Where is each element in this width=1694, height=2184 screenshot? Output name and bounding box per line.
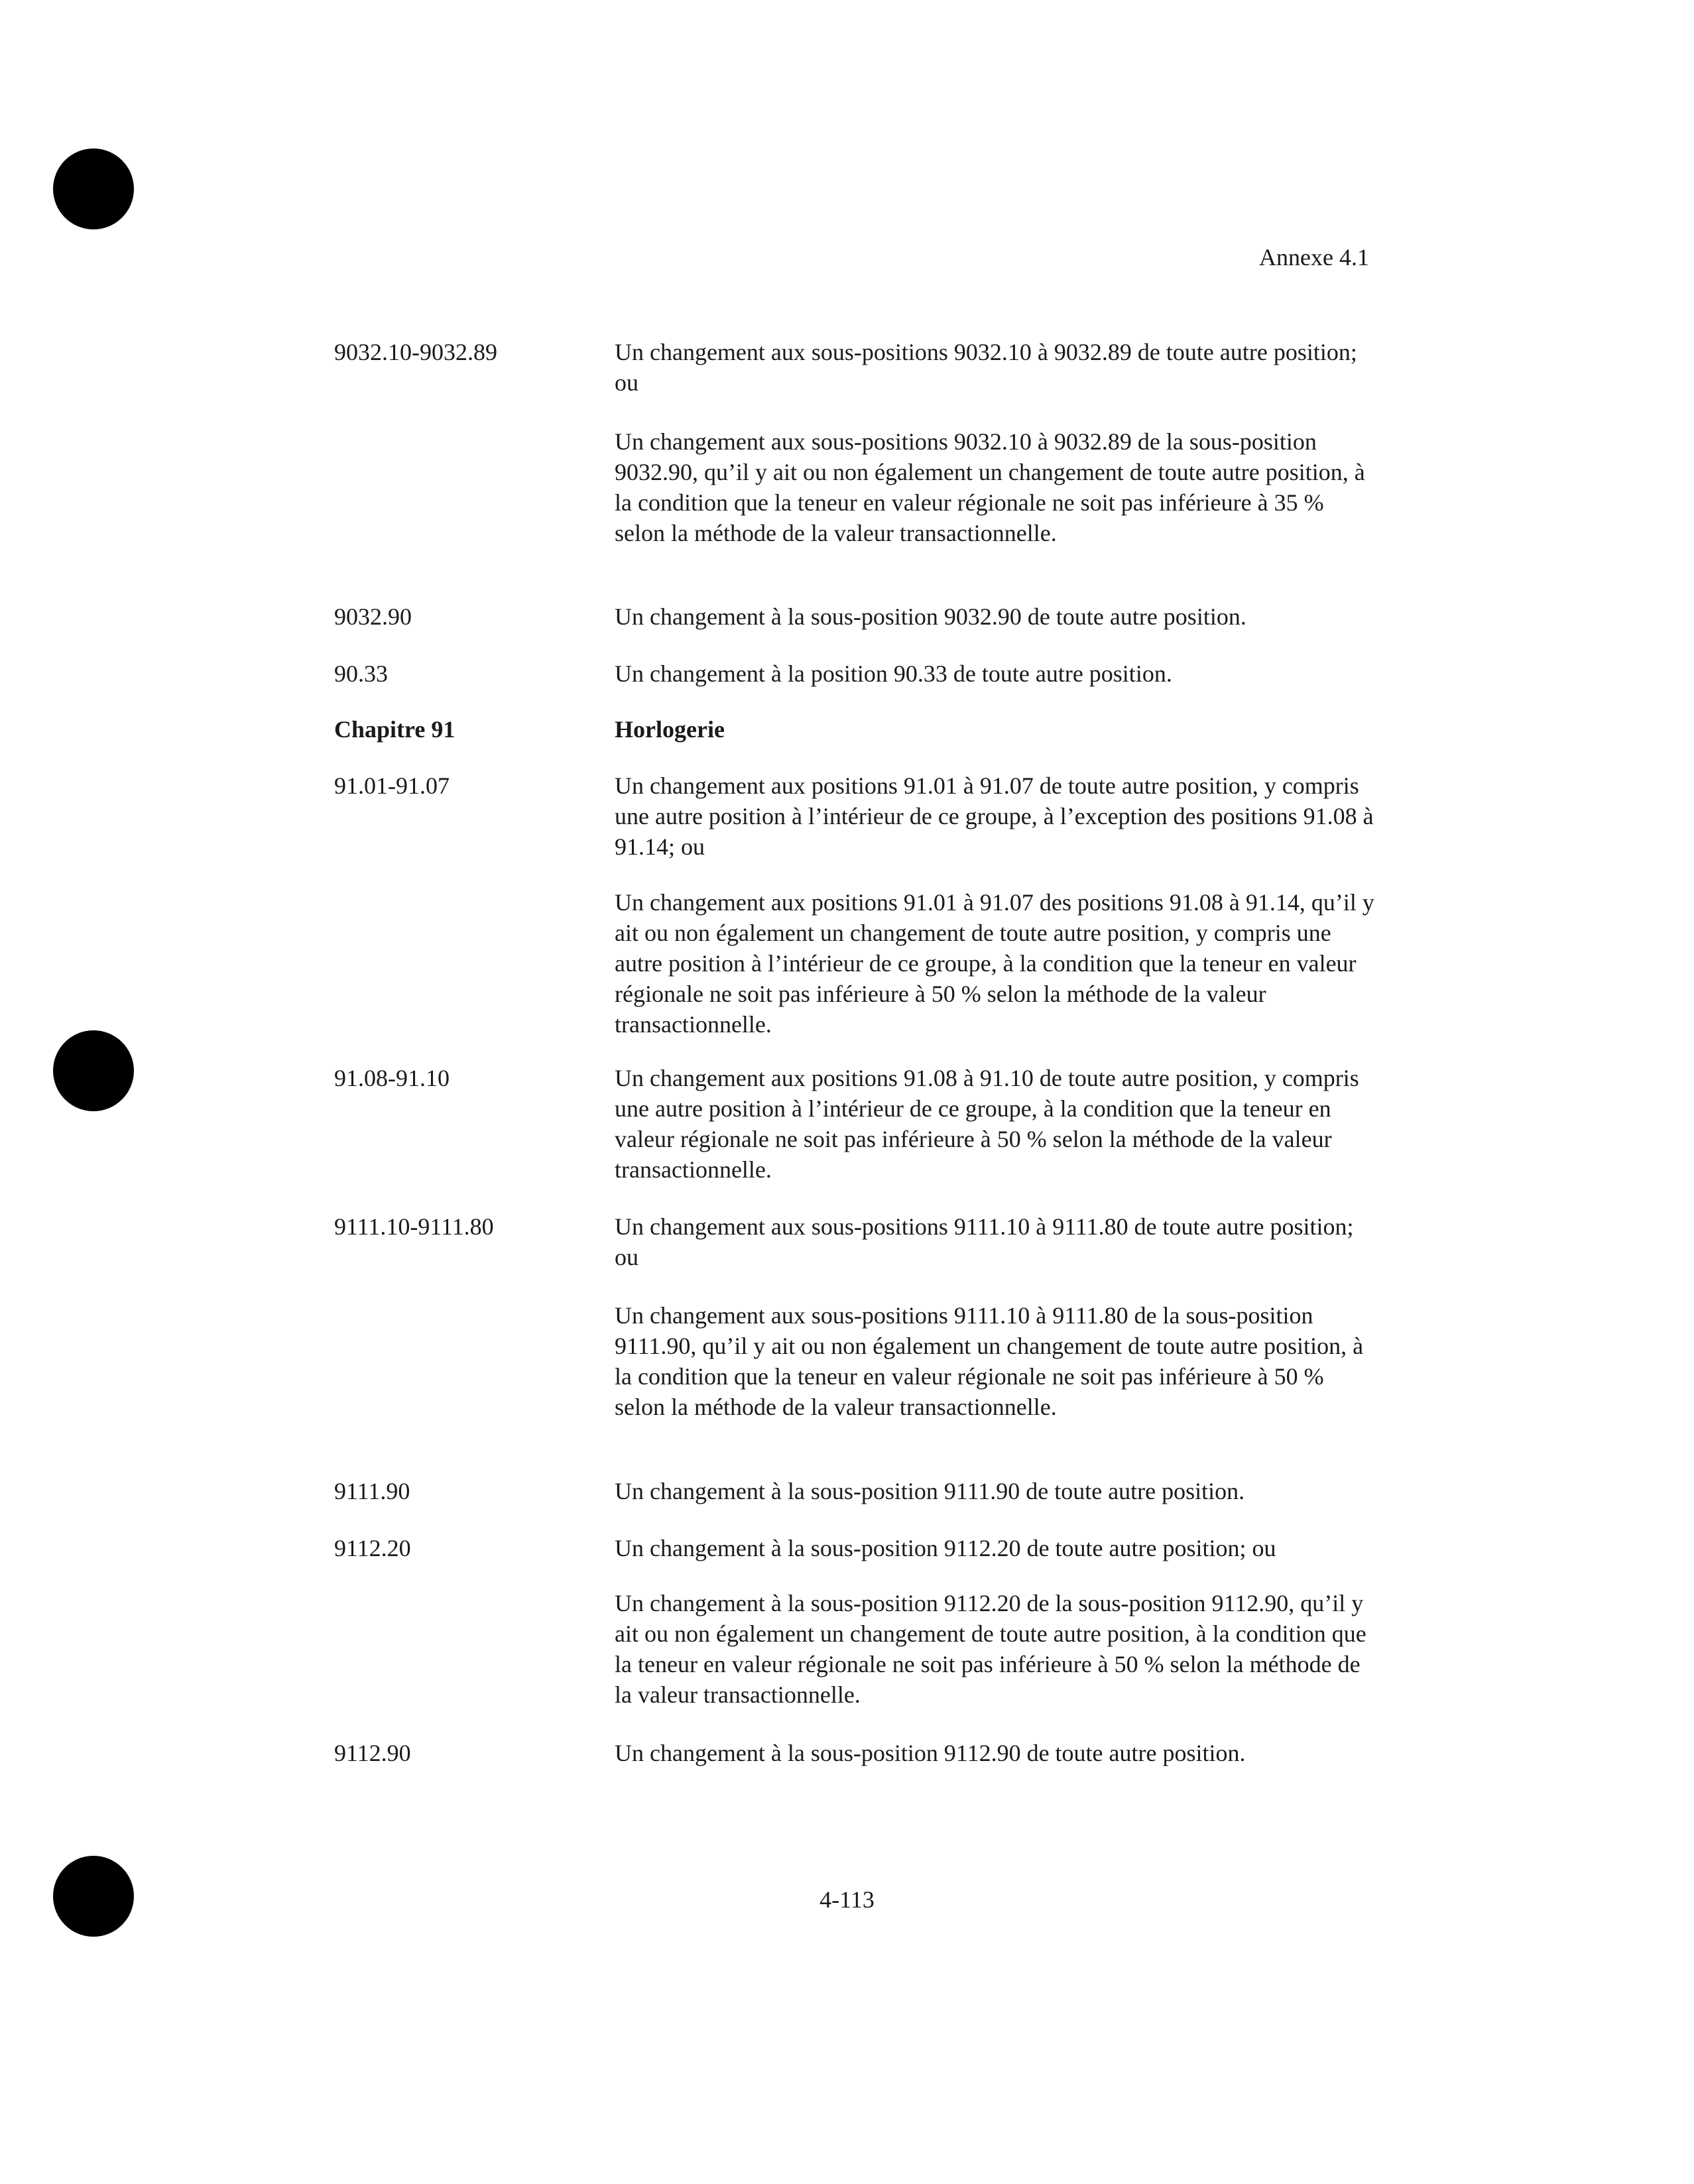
annex-label: Annexe 4.1 — [1259, 244, 1369, 271]
tariff-code: 9112.20 — [334, 1535, 411, 1561]
tariff-code: 9032.10-9032.89 — [334, 339, 497, 365]
page-number: 4-113 — [819, 1886, 875, 1913]
tariff-code: 9111.90 — [334, 1478, 410, 1504]
punch-hole-middle — [53, 1030, 134, 1111]
rule-text: Un changement à la sous-position 9112.90 de toute autre position. — [615, 1740, 1246, 1766]
rule-text: Un changement à la sous-position 9111.90 de toute autre position. — [615, 1478, 1245, 1504]
punch-hole-top — [53, 149, 134, 229]
rule-text: Un changement à la sous-position 9112.20 de la sous-position 9112.90, qu’il y ait ou non également un changement de toute autre position, à la condition que la teneur en valeur régionale ne soit pas inférieure à 50 % selon la méthode de la valeur transactionnelle. — [615, 1590, 1366, 1708]
tariff-code: 9111.10-9111.80 — [334, 1213, 494, 1240]
rule-text: Un changement à la position 90.33 de toute autre position. — [615, 660, 1172, 687]
rule-text: Un changement aux sous-positions 9111.10 à 9111.80 de la sous-position 9111.90, qu’il y ait ou non également un changement de toute autre position, à la condition que la teneur en valeur régionale ne soit pas inférieure à 50 % selon la méthode de la valeur transactionnelle. — [615, 1302, 1364, 1420]
rule-text: Un changement aux sous-positions 9111.10 à 9111.80 de toute autre position; ou — [615, 1213, 1354, 1270]
rule-text: Un changement à la sous-position 9112.20 de toute autre position; ou — [615, 1535, 1276, 1561]
rule-text: Un changement aux positions 91.08 à 91.10 de toute autre position, y compris une autre position à l’intérieur de ce groupe, à la condition que la teneur en valeur régionale ne soit pas inférieure à 50 % selon la méthode de la valeur transactionnelle. — [615, 1065, 1359, 1183]
tariff-code: 90.33 — [334, 660, 388, 687]
rule-text: Un changement aux sous-positions 9032.10 à 9032.89 de la sous-position 9032.90, qu’il y ait ou non également un changement de toute autre position, à la condition que la teneur en valeur régionale ne soit pas inférieure à 35 % selon la méthode de la valeur transactionnelle. — [615, 428, 1365, 546]
rule-text: Un changement à la sous-position 9032.90 de toute autre position. — [615, 603, 1246, 630]
rule-text: Un changement aux positions 91.01 à 91.07 des positions 91.08 à 91.14, qu’il y ait ou non également un changement de toute autre position, y compris une autre position à l’intérieur de ce groupe, à la condition que la teneur en valeur régionale ne soit pas inférieure à 50 % selon la méthode de la valeur transactionnelle. — [615, 889, 1374, 1038]
chapter-title: Horlogerie — [615, 716, 725, 743]
tariff-code: 9112.90 — [334, 1740, 411, 1766]
tariff-code: 9032.90 — [334, 603, 412, 630]
tariff-code: 91.08-91.10 — [334, 1065, 450, 1091]
rule-text: Un changement aux sous-positions 9032.10 à 9032.89 de toute autre position; ou — [615, 339, 1357, 396]
rule-text: Un changement aux positions 91.01 à 91.07 de toute autre position, y compris une autre position à l’intérieur de ce groupe, à l’exception des positions 91.08 à 91.14; ou — [615, 772, 1374, 860]
chapter-code: Chapitre 91 — [334, 716, 455, 743]
tariff-code: 91.01-91.07 — [334, 772, 450, 799]
